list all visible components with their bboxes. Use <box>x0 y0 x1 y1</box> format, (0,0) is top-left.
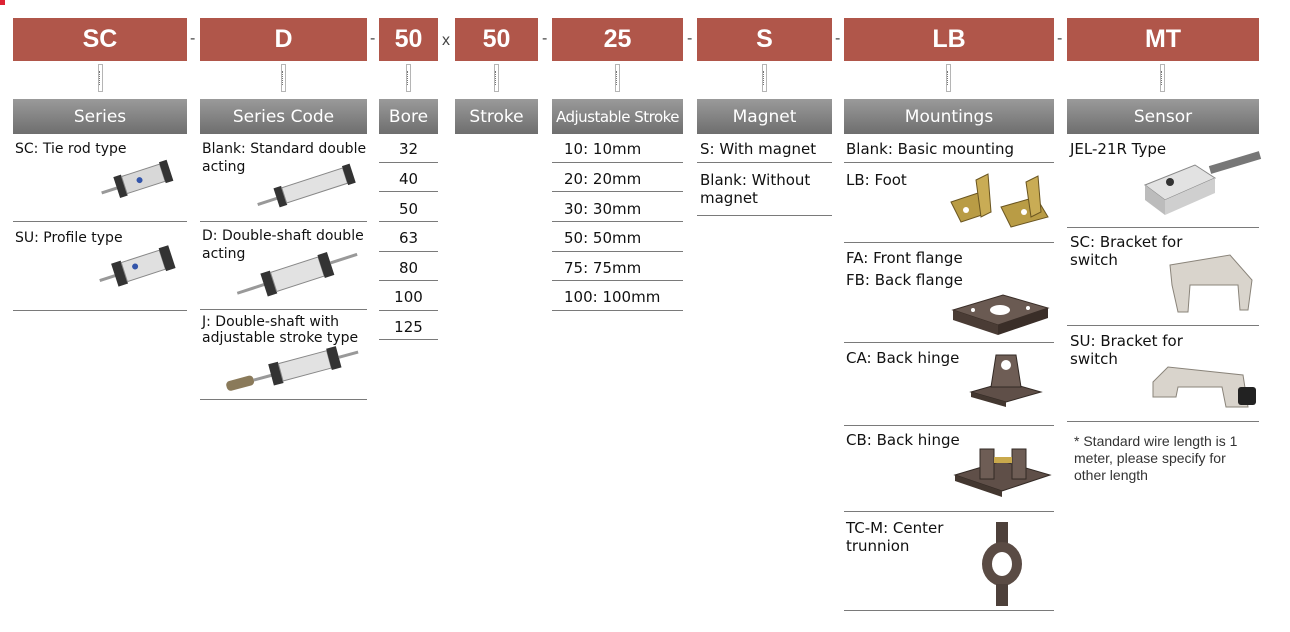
connector <box>406 64 411 92</box>
mounting-option: CB: Back hinge <box>846 431 960 449</box>
separator-dash: - <box>687 30 693 47</box>
connector <box>615 64 620 92</box>
tie-rod-cylinder-icon <box>90 152 185 212</box>
divider <box>200 309 367 310</box>
connector <box>1160 64 1165 92</box>
adjustable-stroke-value: 75: 75mm <box>564 259 642 277</box>
divider <box>200 399 367 400</box>
header-stroke: Stroke <box>455 99 538 134</box>
divider <box>697 215 832 216</box>
mounting-option: FA: Front flange <box>846 249 963 267</box>
divider <box>552 191 683 192</box>
code-sensor: MT <box>1067 18 1259 61</box>
mounting-option-secondary: FB: Back flange <box>846 271 963 289</box>
divider <box>379 162 438 163</box>
divider <box>844 425 1054 426</box>
bore-value: 125 <box>394 318 423 336</box>
bore-value: 100 <box>394 288 423 306</box>
code-stroke: 50 <box>455 18 538 61</box>
divider <box>1067 227 1259 228</box>
connector <box>762 64 767 92</box>
double-shaft-cylinder-icon <box>232 242 365 304</box>
code-adjustable-stroke: 25 <box>552 18 683 61</box>
connector <box>281 64 286 92</box>
code-mountings: LB <box>844 18 1054 61</box>
mounting-option: CA: Back hinge <box>846 349 960 367</box>
corner-mark <box>0 0 5 5</box>
code-series-code: D <box>200 18 367 61</box>
header-adjustable-stroke: Adjustable Stroke <box>552 99 683 134</box>
trunnion-icon <box>978 520 1026 608</box>
double-clevis-hinge-icon <box>950 437 1054 499</box>
code-series: SC <box>13 18 187 61</box>
header-magnet: Magnet <box>697 99 832 134</box>
separator-dash: - <box>542 30 548 47</box>
divider <box>379 310 438 311</box>
divider <box>552 280 683 281</box>
divider <box>13 310 187 311</box>
separator-dash: - <box>1057 30 1063 47</box>
bore-value: 50 <box>398 200 419 218</box>
adjustable-cylinder-icon <box>222 340 365 395</box>
sensor-note: * Standard wire length is 1 meter, please specify for other length <box>1074 433 1238 483</box>
divider <box>844 242 1054 243</box>
series-code-item-label: D: Double-shaft double acting <box>202 228 364 262</box>
divider <box>379 221 438 222</box>
profile-cylinder-icon <box>90 238 185 300</box>
connector <box>98 64 103 92</box>
series-item-label: SC: Tie rod type <box>15 141 127 157</box>
divider <box>844 342 1054 343</box>
standard-cylinder-icon <box>250 160 365 215</box>
code-bore: 50 <box>379 18 438 61</box>
sensor-option: SU: Bracket for switch <box>1070 332 1183 368</box>
sensor-option: JEL-21R Type <box>1070 140 1167 158</box>
series-code-item-label: J: Double-shaft with adjustable stroke type <box>202 314 359 346</box>
divider <box>697 162 832 163</box>
divider <box>379 339 438 340</box>
divider <box>844 511 1054 512</box>
bore-value: 80 <box>398 259 419 277</box>
divider <box>552 221 683 222</box>
connector <box>494 64 499 92</box>
header-series-code: Series Code <box>200 99 367 134</box>
mounting-option: LB: Foot <box>846 171 907 189</box>
sensor-option: SC: Bracket for switch <box>1070 233 1183 269</box>
adjustable-stroke-value: 10: 10mm <box>564 140 642 158</box>
divider <box>200 221 367 222</box>
flange-plate-icon <box>948 290 1052 340</box>
header-series: Series <box>13 99 187 134</box>
magnet-option: S: With magnet <box>700 140 817 158</box>
magnet-option: Blank: Without magnet <box>700 171 811 207</box>
bore-value: 63 <box>398 229 419 247</box>
separator-dash: - <box>835 30 841 47</box>
divider <box>844 162 1054 163</box>
divider <box>379 191 438 192</box>
single-clevis-hinge-icon <box>966 347 1046 409</box>
divider <box>1067 325 1259 326</box>
foot-bracket-icon <box>946 172 1054 232</box>
divider <box>552 162 683 163</box>
sc-bracket-icon <box>1160 250 1258 322</box>
divider <box>552 310 683 311</box>
divider <box>13 221 187 222</box>
separator-x: x <box>442 32 450 49</box>
adjustable-stroke-value: 30: 30mm <box>564 200 642 218</box>
bore-value: 40 <box>398 170 419 188</box>
divider <box>844 610 1054 611</box>
adjustable-stroke-value: 100: 100mm <box>564 288 661 306</box>
adjustable-stroke-value: 20: 20mm <box>564 170 642 188</box>
sensor-switch-icon <box>1140 150 1262 222</box>
divider <box>379 251 438 252</box>
su-bracket-icon <box>1148 357 1260 415</box>
series-code-item-label: Blank: Standard double acting <box>202 141 367 175</box>
divider <box>1067 421 1259 422</box>
separator-dash: - <box>190 30 196 47</box>
adjustable-stroke-value: 50: 50mm <box>564 229 642 247</box>
separator-dash: - <box>370 30 376 47</box>
code-magnet: S <box>697 18 832 61</box>
connector <box>946 64 951 92</box>
divider <box>379 280 438 281</box>
header-sensor: Sensor <box>1067 99 1259 134</box>
mounting-option: Blank: Basic mounting <box>846 140 1015 158</box>
divider <box>552 251 683 252</box>
series-item-label: SU: Profile type <box>15 230 123 246</box>
header-mountings: Mountings <box>844 99 1054 134</box>
header-bore: Bore <box>379 99 438 134</box>
bore-value: 32 <box>398 140 419 158</box>
mounting-option: TC-M: Center trunnion <box>846 519 944 555</box>
